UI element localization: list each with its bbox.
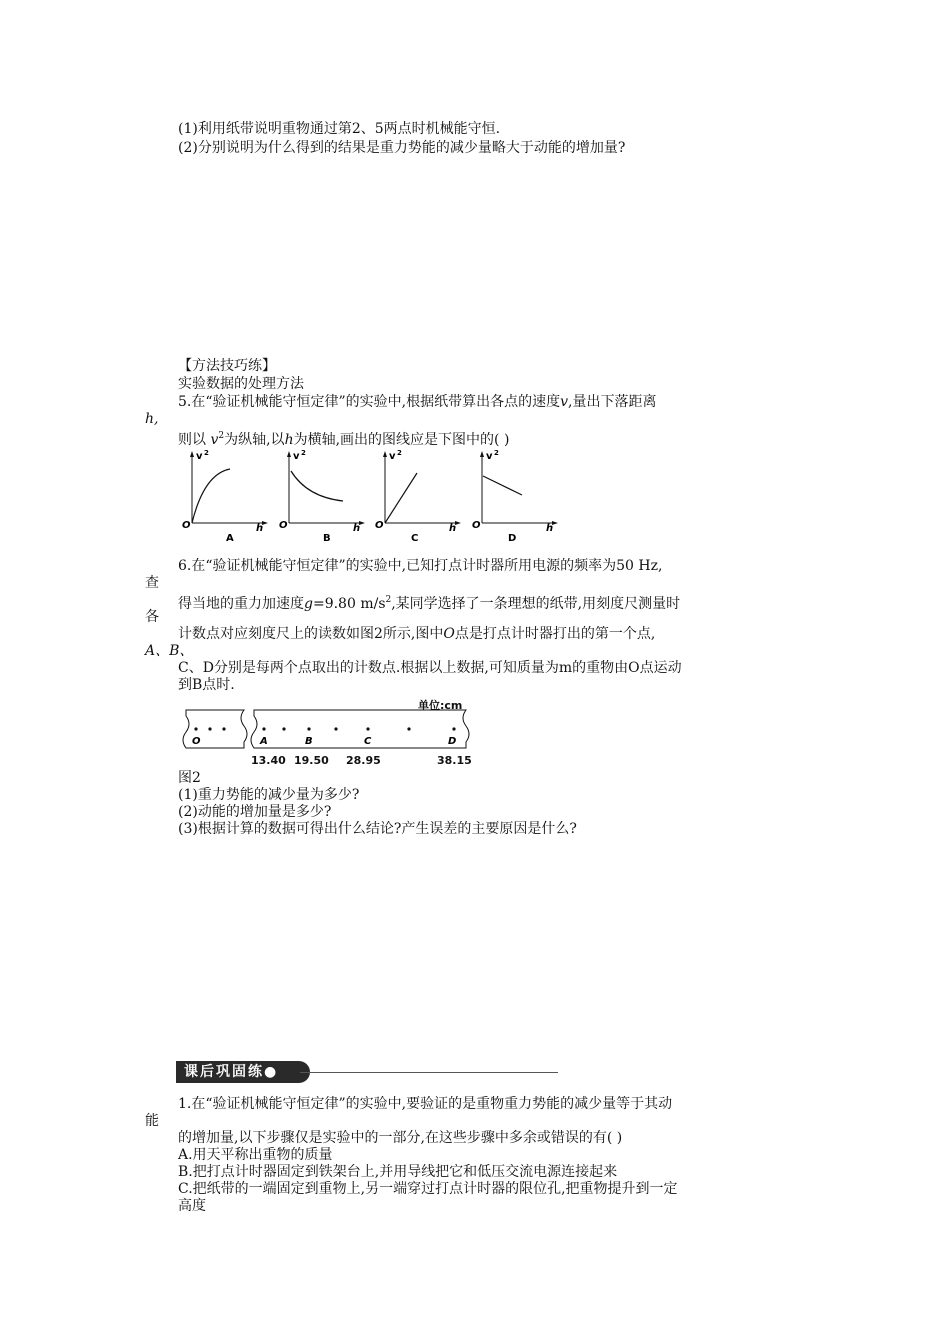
graph-b <box>279 449 369 544</box>
svg-text:2: 2 <box>494 449 499 457</box>
tape-unit: 单位:cm <box>418 699 463 712</box>
svg-text:h: h <box>546 523 554 534</box>
section-header: 【方法技巧练】 <box>178 358 276 374</box>
p6-sub-1: (1)重力势能的减少量为多少? <box>178 787 360 803</box>
graph-a <box>182 449 272 544</box>
graph-d <box>472 449 562 544</box>
tape-point-d: D <box>448 736 457 747</box>
problem5-line2: 则以 $v^2$为纵轴,以h为横轴,画出的图线应是下图中的( ) <box>178 431 510 448</box>
svg-text:O: O <box>375 520 384 531</box>
svg-text:v: v <box>486 451 493 462</box>
svg-text:v: v <box>293 451 300 462</box>
problem6-line4: C、D分别是每两个点取出的计数点.根据以上数据,可知质量为m的重物由O点运动 <box>178 660 682 676</box>
p5-var-v: v <box>560 394 569 410</box>
p5-text-b: ,量出下落距离 <box>568 394 657 410</box>
graph-c-label: C <box>411 533 419 544</box>
p5-var-h: h <box>284 432 294 448</box>
figure-caption: 图2 <box>178 770 201 786</box>
problem6-line5: 到B点时. <box>178 677 235 693</box>
svg-text:h: h <box>256 523 264 534</box>
svg-text:O: O <box>279 520 288 531</box>
p5-stray-h: h, <box>145 411 159 427</box>
problem6-line2: 得当地的重力加速度g=9.80 $m/s^2$,某同学选择了一条理想的纸带,用刻度尺测量时 <box>178 595 681 612</box>
option-b: B.把打点计时器固定到铁架台上,并用导线把它和低压交流电源连接起来 <box>178 1164 618 1180</box>
paper-tape <box>176 708 476 758</box>
svg-text:2: 2 <box>397 449 402 457</box>
p6-sub-3: (3)根据计算的数据可得出什么结论?产生误差的主要原因是什么? <box>178 821 577 837</box>
banner-divider <box>300 1072 558 1073</box>
graph-b-label: B <box>323 533 331 544</box>
svg-text:O: O <box>182 520 191 531</box>
review-p1-line1: 1.在“验证机械能守恒定律”的实验中,要验证的是重物重力势能的减少量等于其动 <box>178 1096 673 1112</box>
tape-point-c: C <box>364 736 372 747</box>
tape-reading-b: 19.50 <box>294 754 329 767</box>
p6-margin-1: 查 <box>145 575 159 591</box>
svg-text:h: h <box>449 523 457 534</box>
svg-text:h: h <box>353 523 361 534</box>
question-2: (2)分别说明为什么得到的结果是重力势能的减少量略大于动能的增加量? <box>178 140 626 156</box>
svg-text:O: O <box>472 520 481 531</box>
svg-text:2: 2 <box>204 449 209 457</box>
option-c-line2: 高度 <box>178 1198 206 1214</box>
problem6-line1: 6.在“验证机械能守恒定律”的实验中,已知打点计时器所用电源的频率为50 Hz, <box>178 558 663 574</box>
graph-d-label: D <box>508 533 517 544</box>
p6-margin-2: 各 <box>145 609 159 625</box>
tape-reading-c: 28.95 <box>346 754 381 767</box>
tape-reading-d: 38.15 <box>437 754 472 767</box>
graph-a-ylabel: v <box>196 451 203 462</box>
tape-point-b: B <box>305 736 313 747</box>
p5-text-a: 5.在“验证机械能守恒定律”的实验中,根据纸带算出各点的速度 <box>178 394 561 410</box>
tape-point-o: O <box>192 736 201 747</box>
review-p1-margin: 能 <box>145 1113 159 1129</box>
problem5-line1 <box>178 394 657 411</box>
p6-sub-2: (2)动能的增加量是多少? <box>178 804 332 820</box>
tape-reading-a: 13.40 <box>251 754 286 767</box>
p6-margin-3: A、B、 <box>145 643 194 659</box>
graph-c <box>375 449 465 544</box>
section-subheader: 实验数据的处理方法 <box>178 376 304 392</box>
question-1: (1)利用纸带说明重物通过第2、5两点时机械能守恒. <box>178 121 501 137</box>
option-a: A.用天平称出重物的质量 <box>178 1147 333 1163</box>
review-p1-line2: 的增加量,以下步骤仅是实验中的一部分,在这些步骤中多余或错误的有( ) <box>178 1130 623 1146</box>
p5-var-v2: v <box>210 432 219 448</box>
problem6-line3: 计数点对应刻度尺上的读数如图2所示,图中O点是打点计时器打出的第一个点, <box>178 626 656 642</box>
svg-text:2: 2 <box>301 449 306 457</box>
option-c-line1: C.把纸带的一端固定到重物上,另一端穿过打点计时器的限位孔,把重物提升到一定 <box>178 1181 678 1197</box>
svg-text:v: v <box>389 451 396 462</box>
tape-point-a: A <box>260 736 268 747</box>
review-banner: 课后巩固练● <box>176 1061 310 1083</box>
graph-a-label: A <box>226 533 234 544</box>
